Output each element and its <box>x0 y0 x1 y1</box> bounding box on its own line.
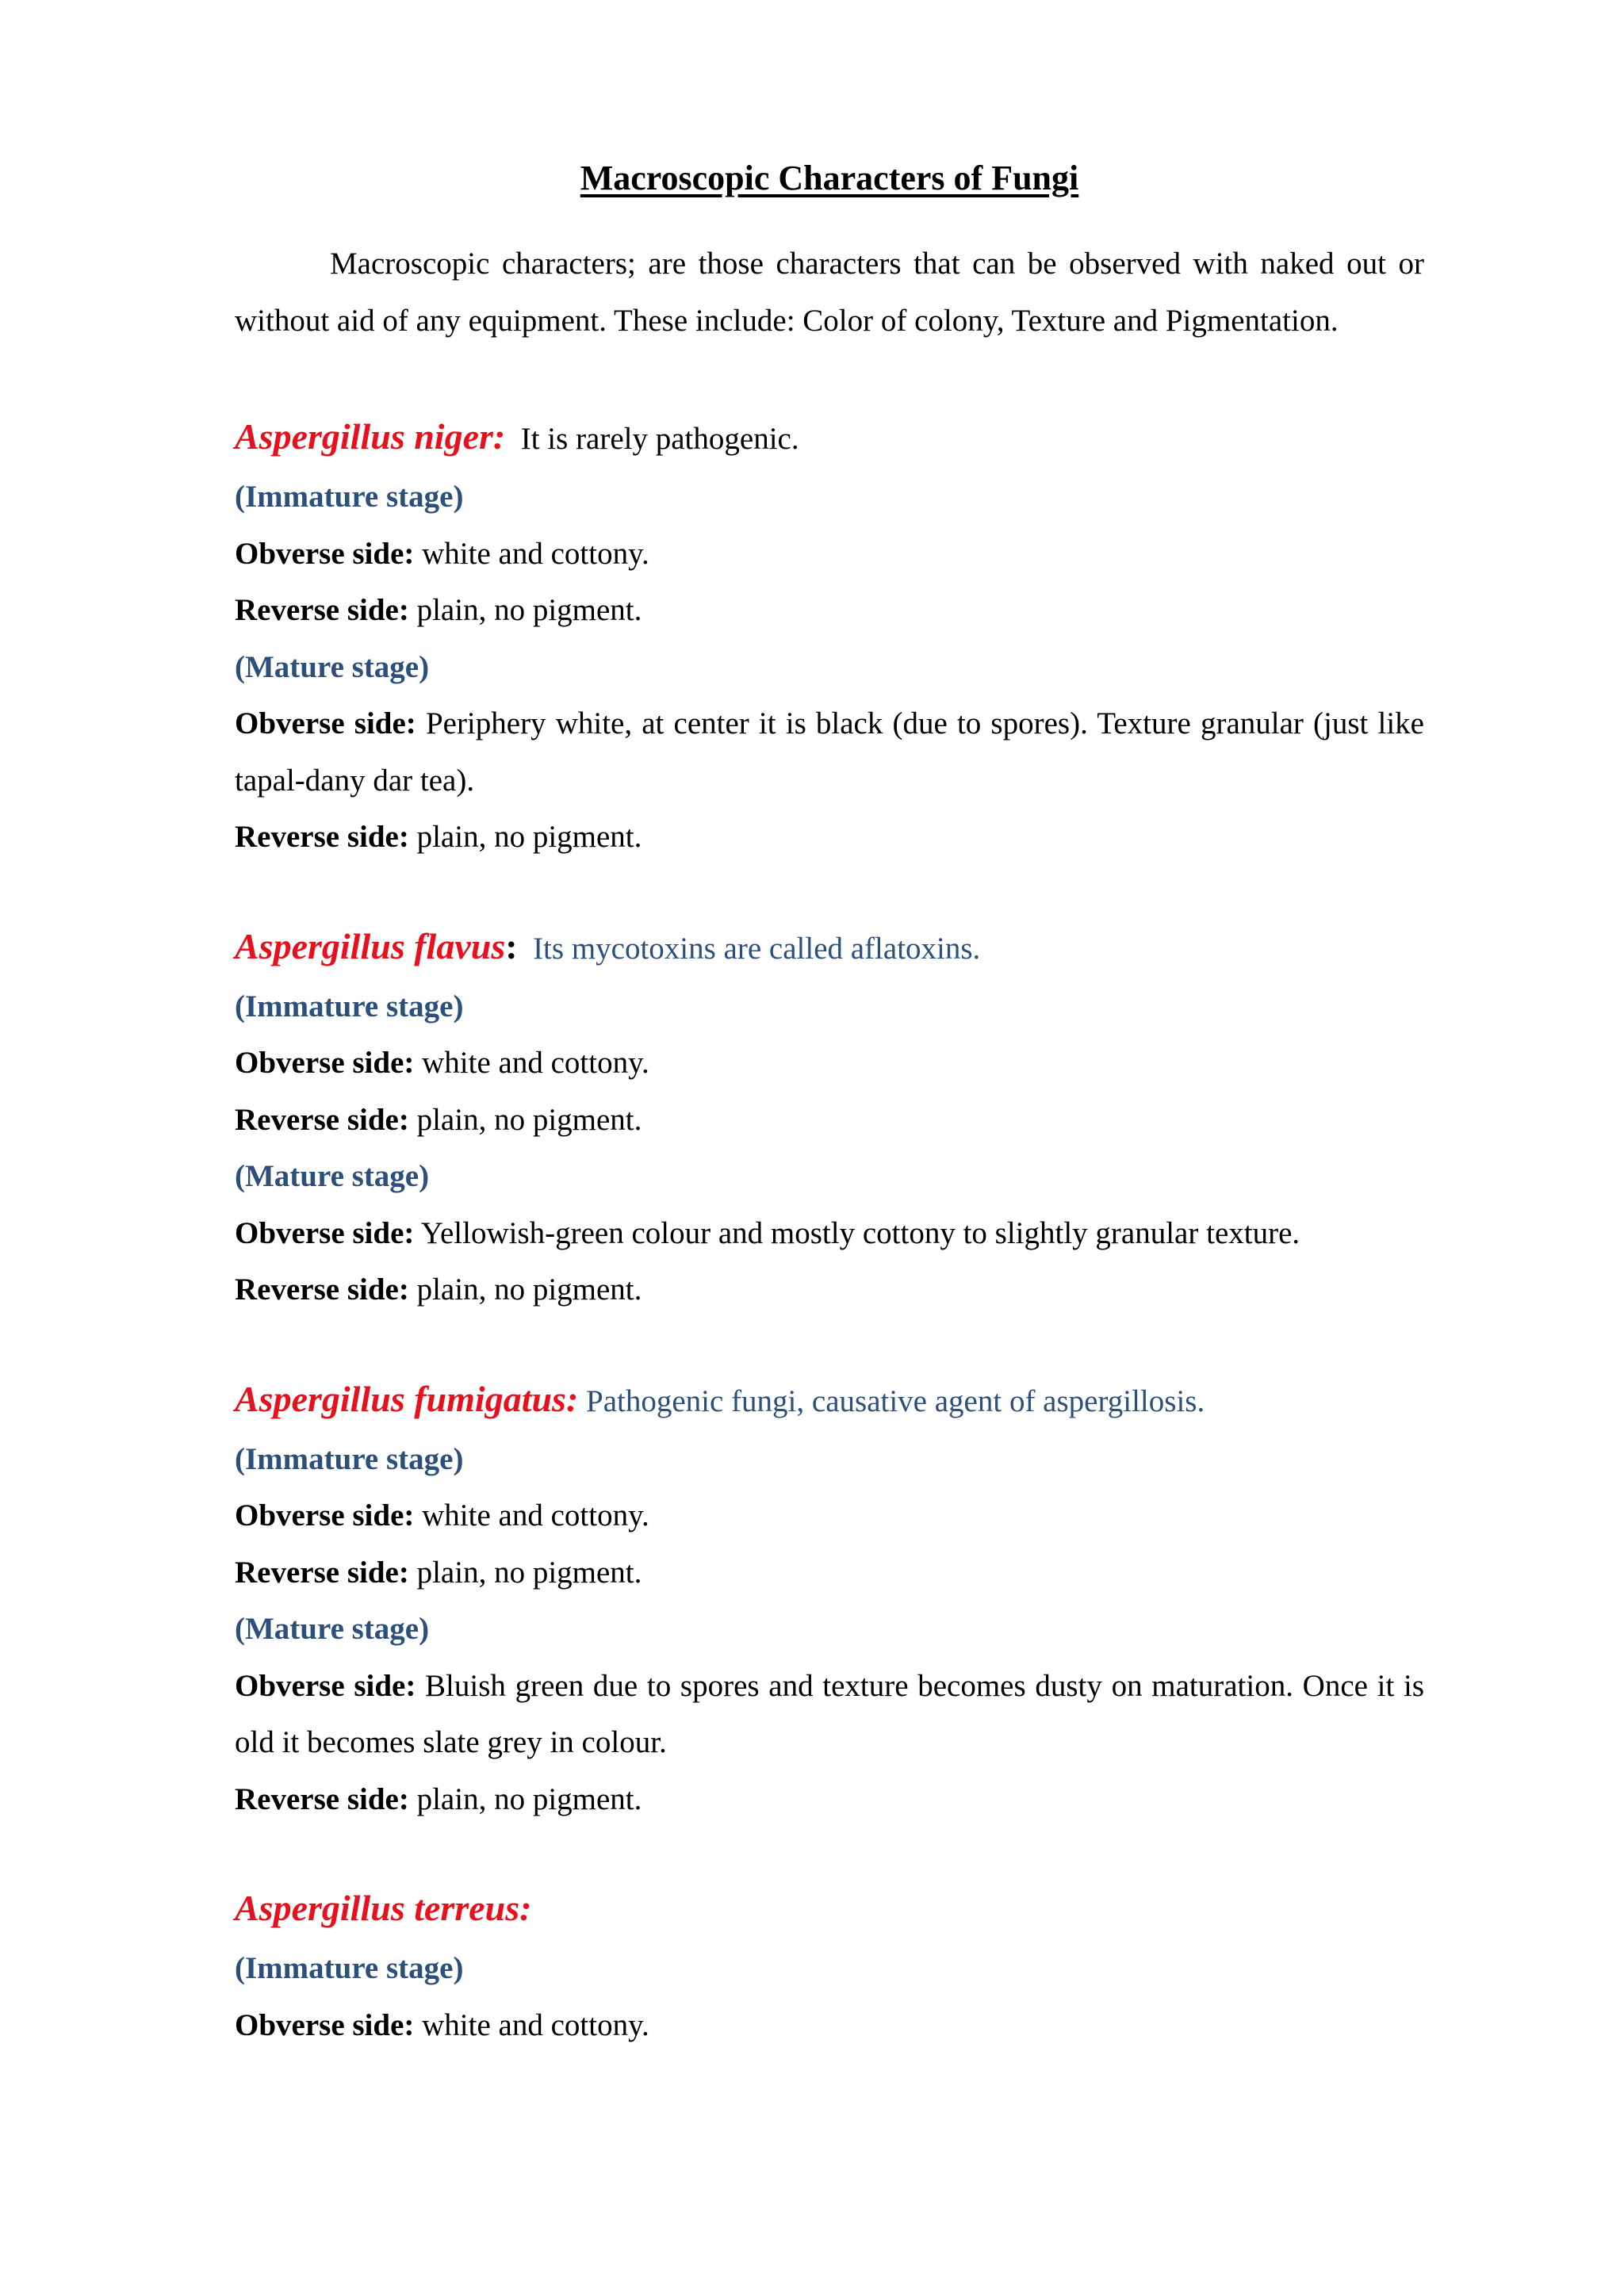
species-name: Aspergillus niger: <box>235 416 506 457</box>
immature-stage-label: (Immature stage) <box>235 480 464 514</box>
immature-stage-label: (Immature stage) <box>235 1441 464 1476</box>
immature-reverse-line <box>235 1092 1424 1149</box>
species-heading <box>235 921 1424 972</box>
obverse-text: white and cottony. <box>422 2007 649 2042</box>
species-note: Its mycotoxins are called aflatoxins. <box>533 931 981 966</box>
obverse-text: white and cottony. <box>422 1498 649 1533</box>
obverse-text: Yellowish-green colour and mostly cottony to slightly granular texture. <box>420 1215 1300 1250</box>
spacer <box>235 1318 1424 1374</box>
mature-stage-label: (Mature stage) <box>235 1612 430 1646</box>
obverse-label: Obverse side: <box>235 1046 415 1080</box>
spacer <box>235 866 1424 921</box>
obverse-label: Obverse side: <box>235 706 416 740</box>
mature-reverse-line <box>235 1261 1424 1318</box>
obverse-label: Obverse side: <box>235 2007 415 2042</box>
reverse-label: Reverse side: <box>235 1272 409 1307</box>
spacer <box>235 1827 1424 1883</box>
immature-obverse-line <box>235 1487 1424 1544</box>
species-name: Aspergillus fumigatus: <box>235 1378 579 1419</box>
reverse-text: plain, no pigment. <box>416 1555 642 1590</box>
obverse-label: Obverse side: <box>235 1215 415 1250</box>
reverse-label: Reverse side: <box>235 820 409 854</box>
obverse-label: Obverse side: <box>235 1668 416 1703</box>
mature-obverse-line <box>235 1205 1424 1262</box>
section-aspergillus-terreus <box>235 1883 1424 2053</box>
obverse-text: Bluish green due to spores and texture becomes dusty on maturation. Once it is old it becomes slate grey in colour. <box>235 1668 1424 1759</box>
species-name: Aspergillus flavus <box>235 925 506 966</box>
section-aspergillus-niger <box>235 411 1424 866</box>
obverse-text: white and cottony. <box>422 536 649 571</box>
mature-stage-label: (Mature stage) <box>235 649 430 684</box>
reverse-label: Reverse side: <box>235 1102 409 1137</box>
mature-stage-label: (Mature stage) <box>235 1159 430 1193</box>
species-name: Aspergillus terreus: <box>235 1888 532 1928</box>
page-title: Macroscopic Characters of Fungi <box>580 159 1079 197</box>
obverse-label: Obverse side: <box>235 536 415 571</box>
obverse-label: Obverse side: <box>235 1498 415 1533</box>
reverse-text: plain, no pigment. <box>416 820 642 854</box>
species-heading <box>235 411 1424 462</box>
reverse-text: plain, no pigment. <box>416 1272 642 1307</box>
reverse-label: Reverse side: <box>235 1781 409 1816</box>
section-aspergillus-fumigatus <box>235 1374 1424 1828</box>
immature-reverse-line <box>235 1544 1424 1601</box>
spacer <box>235 349 1424 411</box>
reverse-text: plain, no pigment. <box>416 1781 642 1816</box>
obverse-text: white and cottony. <box>422 1046 649 1080</box>
immature-obverse-line <box>235 1997 1424 2054</box>
species-note: It is rarely pathogenic. <box>520 422 799 456</box>
immature-obverse-line <box>235 526 1424 583</box>
reverse-text: plain, no pigment. <box>416 593 642 627</box>
mature-reverse-line <box>235 1771 1424 1828</box>
obverse-text: Periphery white, at center it is black (due to spores). Texture granular (just like tapal-dany dar tea). <box>235 706 1424 798</box>
species-heading <box>235 1883 1424 1934</box>
immature-stage-label: (Immature stage) <box>235 1951 464 1985</box>
mature-reverse-line <box>235 809 1424 866</box>
reverse-label: Reverse side: <box>235 1555 409 1590</box>
mature-obverse-line <box>235 1658 1424 1771</box>
immature-stage-label: (Immature stage) <box>235 989 464 1024</box>
species-note: Pathogenic fungi, causative agent of aspergillosis. <box>586 1383 1205 1418</box>
immature-reverse-line <box>235 582 1424 639</box>
immature-obverse-line <box>235 1035 1424 1092</box>
mature-obverse-line <box>235 695 1424 809</box>
section-aspergillus-flavus <box>235 921 1424 1318</box>
species-heading <box>235 1374 1424 1425</box>
species-colon: : <box>505 925 518 966</box>
reverse-label: Reverse side: <box>235 593 409 627</box>
intro-paragraph: Macroscopic characters; are those characters that can be observed with naked out or without aid of any equipment. These include: Color of colony, Texture and Pigmentation. <box>235 247 1424 338</box>
reverse-text: plain, no pigment. <box>416 1102 642 1137</box>
